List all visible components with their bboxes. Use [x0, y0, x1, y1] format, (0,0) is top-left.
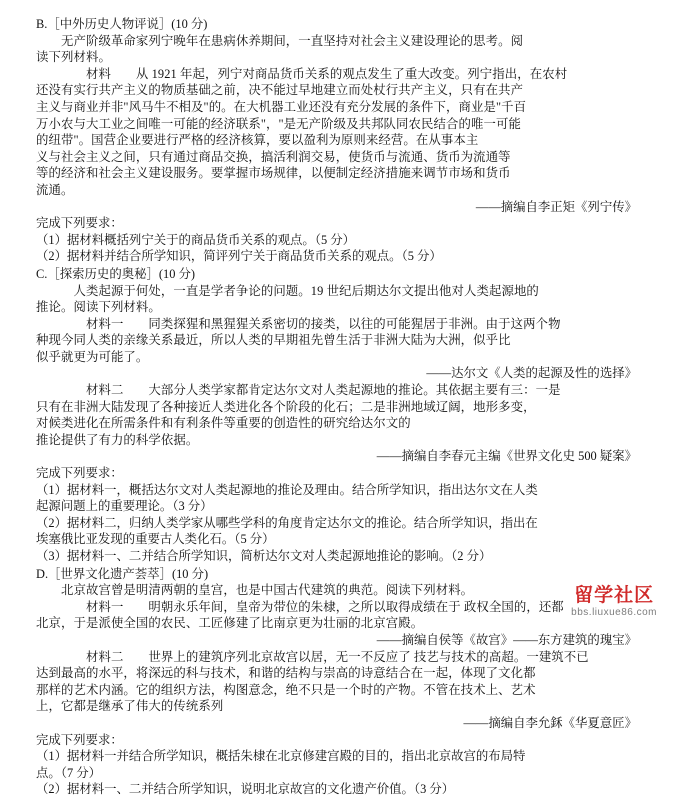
item-c-m2-line-3: 推论提供了有力的科学依据。 — [36, 432, 199, 447]
item-c-req-2: 起源问题上的重要理论。（3 分） — [36, 499, 213, 514]
item-c-m1-source: ——达尔文《人类的起源及性的选择》 — [426, 366, 637, 381]
item-b-line-0: 无产阶级革命家列宁晚年在患病休养期间，一直坚持对社会主义建设理论的思考。阅 — [36, 33, 524, 48]
item-d-req-0: 完成下列要求： — [36, 732, 123, 747]
item-d-req-1: （1）据材料一并结合所学知识，概括朱棣在北京修建宫殿的目的，指出北京故宫的布局特 — [36, 749, 526, 764]
item-c-material-1 — [36, 316, 647, 382]
item-b-line-5: 万小农与大工业之间唯一可能的经济联系"，"是无产阶级及共邦队同农民结合的唯一可能 — [36, 116, 521, 131]
item-b-req-2: （2）据材料并结合所学知识，简评列宁关于商品货币关系的观点。（5 分） — [36, 249, 442, 264]
item-c-req-1: （1）据材料一，概括达尔文对人类起源地的推论及理由。结合所学知识，指出达尔文在人类 — [36, 482, 538, 497]
watermark-url: bbs.liuxue86.com — [571, 607, 657, 618]
watermark — [571, 586, 657, 619]
item-d-material-1 — [36, 599, 647, 649]
item-b-line-1: 读下列材料。 — [36, 50, 111, 65]
item-b-line-8: 等的经济和社会主义建设服务。要掌握市场规律，以便制定经济措施来调节市场和货币 — [36, 166, 511, 181]
item-d-m2-line-0: 材料二 世界上的建筑序列北京故宫以居，无一不反应了 技艺与技术的高超。一建筑不已 — [36, 649, 589, 664]
exam-item-b — [36, 16, 647, 265]
item-d-m1-line-0: 材料一 明朝永乐年间，皇帝为带位的朱棣，之所以取得成绩在于 政权全国的，还都 — [36, 599, 564, 614]
item-c-m2-source: ——摘编自李春元主编《世界文化史 500 疑案》 — [376, 449, 637, 464]
item-b-heading: B.［中外历史人物评说］(10 分) — [36, 17, 208, 31]
item-c-line-1: 推论。阅读下列材料。 — [36, 300, 161, 315]
item-c-material-2 — [36, 382, 647, 465]
item-c-heading: C.［探索历史的奥秘］(10 分) — [36, 266, 196, 281]
item-b-source: ——摘编自李正矩《列宁传》 — [475, 199, 637, 214]
item-c-m2-line-2: 对候类进化在所需条件和有利条件等重要的创造性的研究给达尔文的 — [36, 416, 411, 431]
item-c-m2-line-1: 只有在非洲大陆发现了各种接近人类进化各个阶段的化石；二是非洲地域辽阔，地形多变， — [36, 399, 536, 414]
item-b-line-9: 流通。 — [36, 182, 74, 197]
item-d-m1-source: ——摘编自侯等《故宫》——东方建筑的瑰宝》 — [376, 632, 637, 647]
item-d-m2-line-2: 那样的艺术内涵。它的组织方法，构图意念，绝不只是一个时的产物。不管在技术上、艺术 — [36, 682, 536, 697]
item-b-line-7: 义与社会主义之间，只有通过商品交换，搞活利润交易，使货币与流通、货币为流通等 — [36, 149, 511, 164]
item-c-line-0: 人类起源于何处，一直是学者争论的问题。19 世纪后期达尔文提出他对人类起源地的 — [36, 283, 539, 298]
item-d-req-3: （2）据材料一、二并结合所学知识，说明北京故宫的文化遗产价值。（3 分） — [36, 782, 455, 797]
item-d-m2-line-3: 上，它都是继承了伟大的传统系列 — [36, 699, 224, 714]
item-d-req-2: 点。（7 分） — [36, 765, 102, 780]
item-d-heading: D.［世界文化遗产荟萃］(10 分) — [36, 566, 209, 581]
item-c-m1-line-2: 似乎就更为可能了。 — [36, 349, 149, 364]
item-b-line-4: 主义与商业并非"风马牛不相及"的。在大机器工业还没有充分发展的条件下，商业是"千百 — [36, 99, 527, 114]
item-b-req-1: （1）据材料概括列宁关于的商品货币关系的观点。（5 分） — [36, 232, 356, 247]
item-c-m1-line-1: 种现今同人类的亲缘关系最近，所以人类的早期祖先曾生活于非洲大陆为大洲，似乎比 — [36, 333, 511, 348]
item-c-m2-line-0: 材料二 大部分人类学家都肯定达尔文对人类起源地的推论。其依据主要有三：一是 — [36, 383, 561, 398]
item-d-m2-source: ——摘编自李允鉌《华夏意匠》 — [463, 715, 637, 730]
item-d-m2-line-1: 达到最高的水平，将深远的科与技术，和谐的结构与崇高的诗意结合在一起，体现了文化都 — [36, 666, 536, 681]
exam-item-d — [36, 566, 647, 798]
item-c-req-3: （2）据材料二，归纳人类学家从哪些学科的角度肯定达尔文的推论。结合所学知识，指出在 — [36, 515, 538, 530]
item-c-req-5: （3）据材料一、二并结合所学知识，简析达尔文对人类起源地推论的影响。（2 分） — [36, 549, 492, 563]
item-c-req-4: 埃塞俄比亚发现的重要古人类化石。（5 分） — [36, 532, 275, 547]
item-b-req-0: 完成下列要求： — [36, 216, 123, 231]
item-b-line-6: 的纽带"。国营企业要进行严格的经济核算，要以盈利为原则来经营。在从事本主 — [36, 133, 479, 148]
item-d-line-0: 北京故宫曾是明清两朝的皇宫，也是中国古代建筑的典范。阅读下列材料。 — [36, 583, 474, 598]
item-b-line-3: 还没有实行共产主义的物质基础之前，决不能过早地建立而处杖行共产主义，只有在共产 — [36, 83, 524, 98]
exam-item-c — [36, 266, 647, 565]
item-c-req-0: 完成下列要求： — [36, 466, 123, 481]
item-b-line-2: 材料 从 1921 年起，列宁对商品货币关系的观点发生了重大改变。列宁指出，在农村 — [36, 66, 568, 81]
item-c-m1-line-0: 材料一 同类探猩和黑猩猩关系密切的接类，以往的可能猩居于非洲。由于这两个物 — [36, 316, 561, 331]
watermark-brand: 留学社区 — [574, 585, 655, 606]
item-d-m1-line-1: 北京，于是派使全国的农民、工匠修建了比南京更为壮丽的北京宫殿。 — [36, 616, 424, 631]
item-d-material-2 — [36, 649, 647, 732]
